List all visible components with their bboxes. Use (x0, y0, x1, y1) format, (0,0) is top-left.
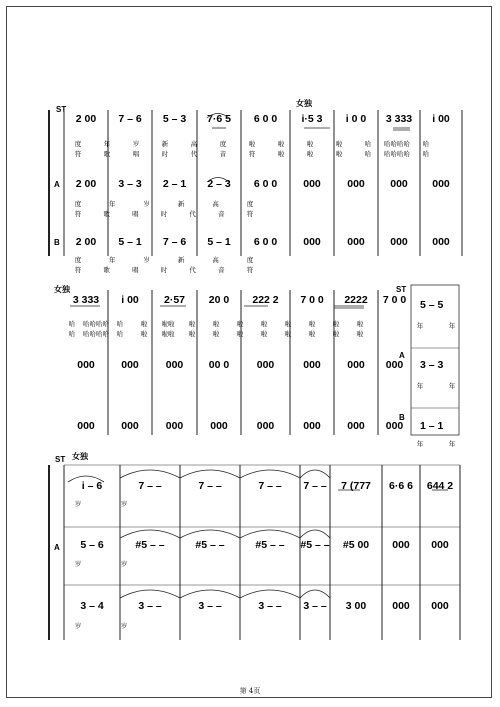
sys2-b-bar: 000 (256, 420, 275, 432)
sys2-a-notes (77, 359, 403, 371)
sys2-a-right: 3 – 3 (420, 359, 444, 371)
sys2-st-notes (73, 294, 406, 306)
sys2-b-bar: 000 (303, 420, 321, 432)
lyric-char: 唱 (132, 210, 139, 218)
lyric-char: 时 (160, 210, 168, 218)
lyric-char: 符 (74, 210, 82, 218)
lyric-char: 高 (212, 256, 219, 264)
sys2-solo-label: 女独 (54, 285, 70, 294)
lyric-char: 啦 (248, 140, 256, 148)
sys2-a-bar: 000 (303, 359, 321, 371)
sys3-st-bar: 7 – – (138, 480, 162, 492)
sys3-st-bar: 7 – – (303, 480, 327, 492)
lyric-char: 时 (161, 150, 169, 158)
lyric-char: 哈 (422, 150, 430, 158)
lyric-char: 年 (416, 322, 424, 330)
sys1-a-bar: 000 (347, 178, 365, 190)
sys1-b-bar: 6 0 0 (253, 236, 278, 248)
sys2-a-bar: 000 (256, 359, 275, 371)
sys2-a-bar: 00 0 (208, 359, 230, 371)
lyric-char: 岁 (120, 622, 128, 630)
system-2 (54, 284, 459, 448)
lyric-char: 啦啦 (161, 320, 175, 328)
lyric-char: 啦 (260, 320, 268, 328)
lyric-char: 哈哈哈哈 (384, 140, 410, 148)
sys3-label-st: ST (55, 455, 66, 464)
lyric-char: 符 (246, 266, 254, 274)
sys1-a-bar: 3 – 3 (118, 178, 142, 190)
lyric-char: 啦 (356, 330, 364, 338)
sys3-tie-b3 (240, 590, 300, 598)
sys2-label-st: ST (396, 285, 407, 294)
lyric-char: 啦 (308, 330, 316, 338)
lyric-char: 啦啦 (161, 330, 175, 338)
sys3-st-notes (82, 480, 454, 492)
sys3-a-bar: 5 – 6 (80, 539, 104, 551)
lyric-char: 年 (103, 140, 111, 148)
sys2-barlines (108, 290, 378, 435)
sys1-b-bar: 000 (432, 236, 450, 248)
sys2-b-bar: 000 (165, 420, 184, 432)
lyric-char: 啦 (356, 320, 364, 328)
sys3-b-notes (80, 600, 449, 612)
sys3-b-bar: 000 (392, 600, 410, 612)
sys2-st-bar: 3 333 (72, 294, 100, 306)
lyric-char: 啦 (277, 150, 285, 158)
lyric-char: 新 (177, 200, 185, 208)
sys2-label-b: B (399, 413, 405, 422)
lyric-char: 啦 (140, 330, 148, 338)
sys2-st-bar: 7 0 0 (300, 294, 324, 306)
lyric-char: 啦 (236, 330, 244, 338)
sys1-b-bar: 000 (390, 236, 408, 248)
sys3-a-bar: #5 00 (342, 539, 370, 551)
sys2-a-bar: 000 (385, 359, 404, 371)
sys3-st-bar: 6·6 6 (389, 480, 413, 492)
sys2-label-a: A (399, 351, 405, 360)
sys1-st-lyrics-2 (75, 149, 430, 158)
sys1-st-bar: i 0 0 (345, 113, 367, 125)
sys1-b-bar: 7 – 6 (162, 236, 187, 248)
sys1-a-notes (76, 178, 450, 190)
lyric-char: 符 (74, 266, 82, 274)
lyric-char: 啦 (236, 320, 244, 328)
sys3-b-bar: 000 (431, 600, 449, 612)
sys2-b-notes (77, 420, 403, 432)
lyric-char: 年 (416, 382, 424, 390)
lyric-char: 哈 (364, 150, 372, 158)
sys3-solo-label: 女独 (72, 452, 88, 461)
lyric-char: 啦 (335, 140, 343, 148)
lyric-char: 啦 (332, 320, 340, 328)
sys1-label-b: B (54, 238, 60, 247)
sys2-st-bar: 2222 (344, 294, 368, 306)
sys2-st-bar: 222 2 (252, 294, 279, 306)
sys2-st-bar: 2·57 (163, 294, 186, 306)
sys3-st-bar: 7 – – (258, 480, 282, 492)
sys2-st-lyrics-2 (69, 329, 364, 338)
system-1 (49, 98, 462, 274)
lyric-char: 啦 (335, 150, 343, 158)
sys1-a-bar: 000 (390, 178, 408, 190)
sys2-b-bar: 000 (210, 420, 228, 432)
lyric-char: 啦 (212, 320, 220, 328)
lyric-char: 年 (416, 440, 424, 448)
sys3-a-notes (80, 539, 449, 551)
sys3-st-bar: i – 6 (81, 480, 103, 492)
lyric-char: 时 (160, 266, 168, 274)
lyric-char: 啦 (188, 320, 196, 328)
lyric-char: 啦 (140, 320, 148, 328)
lyric-char: 高 (212, 200, 219, 208)
sys3-b-bar: 3 – – (258, 600, 282, 612)
sys1-b-bar: 5 – 1 (118, 236, 142, 248)
lyric-char: 年 (448, 322, 456, 330)
lyric-char: 符 (248, 150, 256, 158)
lyric-char: 度 (246, 256, 254, 264)
lyric-char: 年 (109, 256, 116, 264)
sys3-a-bar: #5 – – (255, 539, 285, 551)
lyric-char: 岁 (132, 140, 140, 148)
sys3-tie-b2 (180, 590, 240, 598)
lyric-char: 岁 (74, 560, 82, 568)
sys3-a-bar: #5 – – (300, 539, 330, 551)
lyric-char: 年 (448, 440, 456, 448)
lyric-char: 歌 (103, 150, 111, 158)
lyric-char: 度 (74, 200, 82, 208)
sys3-tie-3 (240, 470, 300, 478)
sys1-solo-label: 女独 (296, 99, 312, 108)
sys3-st-bar: 644 2 (426, 480, 454, 492)
sys1-b-lyrics-2 (75, 265, 254, 274)
sys3-st-bar: 7 – – (198, 480, 222, 492)
sys3-tie-a2 (180, 530, 240, 538)
lyric-char: 哈 (422, 140, 430, 148)
lyric-char: 岁 (143, 200, 151, 208)
lyric-char: 歌 (103, 210, 110, 218)
lyric-char: 符 (74, 150, 82, 158)
lyric-char: 哈哈哈哈 (384, 150, 410, 158)
lyric-char: 代 (189, 266, 196, 274)
lyric-char: 符 (246, 210, 254, 218)
lyric-char: 岁 (143, 256, 151, 264)
sys1-b-bar: 000 (303, 236, 321, 248)
lyric-char: 啦 (212, 330, 220, 338)
lyric-char: 啦 (308, 320, 316, 328)
sys1-a-lyrics-2 (75, 209, 254, 218)
sys2-a-bar: 000 (77, 359, 95, 371)
sys2-a-bar: 000 (165, 359, 184, 371)
sys3-b-bar: 3 – 4 (80, 600, 104, 612)
sys3-a-bar: #5 – – (135, 539, 165, 551)
sys2-b-bar: 000 (77, 420, 95, 432)
sys3-tie-2 (180, 470, 240, 478)
sys2-b-bar: 000 (385, 420, 404, 432)
lyric-char: 岁 (74, 500, 82, 508)
page-number: 第 4页 (239, 687, 261, 695)
lyric-char: 唱 (132, 266, 139, 274)
sys2-st-lyrics-1 (69, 319, 364, 328)
sys1-barlines (108, 110, 462, 256)
sys1-b-notes (76, 236, 450, 248)
lyric-char: 新 (161, 140, 169, 148)
sys2-st-bar: i 00 (121, 294, 139, 306)
sys1-b-bar: 5 – 1 (207, 236, 231, 248)
lyric-char: 年 (448, 382, 456, 390)
sys1-a-lyrics-1 (75, 199, 254, 208)
lyric-char: 啦 (306, 150, 314, 158)
sys1-label-st: ST (56, 105, 67, 114)
sys3-st-bar: 7 (777 (341, 480, 371, 492)
sys2-b-right: 1 – 1 (420, 420, 444, 432)
lyric-char: 歌 (103, 266, 110, 274)
sys2-st-bar: 20 0 (208, 294, 230, 306)
sys1-a-bar: 000 (303, 178, 321, 190)
lyric-char: 音 (218, 210, 225, 218)
lyric-char: 度 (246, 200, 254, 208)
sys3-tie-4 (300, 470, 330, 478)
sys1-a-bar: 000 (432, 178, 450, 190)
lyric-char: 岁 (120, 500, 128, 508)
lyric-char: 音 (218, 266, 225, 274)
lyric-char: 度 (74, 140, 82, 148)
lyric-char: 年 (109, 200, 116, 208)
sys3-tie-b4 (300, 590, 330, 598)
lyric-char: 音 (219, 150, 227, 158)
sys1-label-a: A (54, 180, 60, 189)
sys3-b-bar: 3 – – (198, 600, 222, 612)
sys3-b-bar: 3 – – (138, 600, 162, 612)
lyric-char: 啦 (306, 140, 314, 148)
sys3-label-a: A (54, 543, 60, 552)
lyric-char: 岁 (120, 560, 128, 568)
sys3-b-bar: 3 – – (303, 600, 327, 612)
sys3-tie-a3 (240, 530, 300, 538)
lyric-char: 哈 (116, 330, 124, 338)
sys2-b-bar: 000 (347, 420, 365, 432)
lyric-char: 唱 (132, 150, 140, 158)
lyric-char: 啦 (332, 330, 340, 338)
sys2-b-bar: 000 (121, 420, 139, 432)
lyric-char: 新 (177, 256, 185, 264)
lyric-char: 啦 (284, 330, 292, 338)
lyric-char: 啦 (260, 330, 268, 338)
sys1-st-bar: 5 – 3 (162, 113, 187, 125)
sys2-st-right: 5 – 5 (420, 299, 444, 311)
sys1-st-bar: 6 0 0 (253, 113, 278, 125)
sys1-a-bar: 6 0 0 (253, 178, 278, 190)
lyric-char: 哈 (364, 140, 372, 148)
lyric-char: 啦 (284, 320, 292, 328)
sys1-st-bar: 7·6 5 (207, 113, 231, 125)
sys1-a-bar: 2 – 1 (162, 178, 187, 190)
sys1-st-bar: 2 00 (75, 113, 97, 125)
sys2-a-bar: 000 (347, 359, 365, 371)
sys3-a-bar: 000 (431, 539, 449, 551)
sys1-a-bar: 2 – 3 (207, 178, 231, 190)
lyric-char: 岁 (74, 622, 82, 630)
sys1-st-notes (76, 113, 450, 125)
sys3-b-bar: 3 00 (345, 600, 367, 612)
lyric-char: 哈哈哈哈 (83, 330, 109, 338)
sys1-b-bar: 000 (347, 236, 365, 248)
sys2-a-bar: 000 (121, 359, 139, 371)
system-3 (49, 451, 460, 640)
sys3-tie-a4 (300, 530, 330, 538)
sys3-tie-1 (120, 470, 180, 478)
sys1-st-bar: i·5 3 (301, 113, 323, 125)
sys1-st-bar: i 00 (432, 113, 450, 125)
sys1-b-bar: 2 00 (75, 236, 97, 248)
lyric-char: 哈 (68, 320, 76, 328)
sys3-tie-a1 (120, 530, 180, 538)
sys1-st-bar: 7 – 6 (118, 113, 142, 125)
sys3-tie-b1 (120, 590, 180, 598)
lyric-char: 哈哈哈哈 (83, 320, 109, 328)
sys3-a-bar: #5 – – (195, 539, 225, 551)
lyric-char: 哈 (68, 330, 76, 338)
lyric-char: 高 (190, 140, 198, 148)
sys1-b-lyrics-1 (75, 255, 254, 264)
lyric-char: 代 (189, 210, 196, 218)
lyric-char: 啦 (277, 140, 285, 148)
sys1-st-bar: 3 333 (385, 113, 413, 125)
lyric-char: 度 (219, 140, 227, 148)
lyric-char: 度 (74, 256, 82, 264)
sys1-a-bar: 2 00 (75, 178, 97, 190)
sys3-a-bar: 000 (392, 539, 410, 551)
lyric-char: 啦 (188, 330, 196, 338)
lyric-char: 代 (190, 150, 198, 158)
sys1-st-lyrics-1 (75, 139, 430, 148)
sys2-st-bar: 7 0 0 (382, 294, 407, 306)
lyric-char: 哈 (116, 320, 124, 328)
